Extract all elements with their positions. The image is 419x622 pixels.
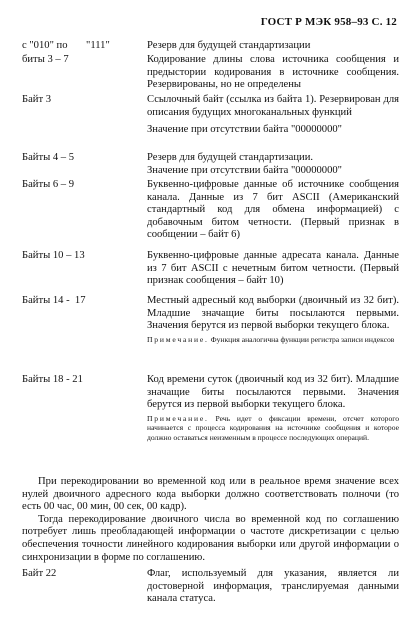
row-text: Резерв для будущей стандартизации. [147,152,314,163]
row-text: Ссылочный байт (ссылка из байта 1). Резервирован для описания будущих многоканальных функций [147,94,399,118]
note-label: Примечание. [147,413,209,423]
row-label: Байты 4 – 5 [22,152,75,163]
row-description [147,152,399,177]
row-label: Байт 3 [22,94,52,105]
row-description [147,374,399,442]
row-description [147,94,399,137]
row-text: Значение при отсутствии байта "00000000" [147,124,343,136]
row-text: Значение при отсутствии байта "00000000" [147,164,343,176]
row-label: биты 3 – 7 [22,54,69,65]
row-text: Флаг, используемый для указания, является ли достоверной информация, транслируемая данными канала статуса. [147,568,399,605]
row-text: Буквенно-цифровые данные об источнике сообщения канала. Данные из 7 бит ASCII (Американский стандартный код для обмена информацией) с добавочным битом четности. (Первый признак в сообщении – байт 6) [147,179,399,241]
body-text [22,476,399,564]
row-description [147,54,399,92]
row-label: Байты 18 - 21 [22,374,83,385]
row-description [147,179,399,242]
note [147,414,399,442]
note-text: Речь идет о фиксации времени, отсчет которого начинается с процесса кодирования на источнике сообщения и которое должно оставаться неизменным в процессе последующих операций. [147,413,399,442]
paragraph: Тогда перекодирование двоичного числа во временной код по соглашению потребует лишь преобладающей информации о частоте дискретизации с целью обеспечения точности линейного кодирования выборки или другой информации о синхронизации в форме по соглашению. [22,513,399,563]
row-label: Байты 10 – 13 [22,250,85,261]
row-text: Резерв для будущей стандартизации [147,40,311,51]
row-text: Кодирование длины слова источника сообщения и предыстории кодирования в источнике сообщения. Резервированы, но не определены [147,54,399,91]
row-description [147,250,399,288]
note [147,335,399,344]
page-header: ГОСТ Р МЭК 958–93 С. 12 [260,16,397,28]
row-description [147,40,399,53]
note-text: Функция аналогична функции регистра записи индексов [210,334,395,344]
row-description [147,295,399,344]
row-text: Код времени суток (двоичный код из 32 бит). Младшие значащие биты посылаются первыми. Значения берутся из первой выборки текущего блока. [147,374,399,411]
row-label: Байт 22 [22,568,57,579]
row-description [147,568,399,606]
paragraph: При перекодировании во временной код или в реальное время значение всех нулей двоичного адресного кода выборки должно соответствовать полночи (то есть 00 час, 00 мин, 00 сек, 00 кадр). [22,476,399,513]
row-label: Байты 6 – 9 [22,179,75,190]
row-label: Байты 14 - 17 [22,295,86,306]
row-label: с "010" по "111" [22,40,110,51]
note-label: Примечание. [147,334,209,344]
row-text: Буквенно-цифровые данные адресата канала. Данные из 7 бит ASCII с нечетным битом четности. (Первый признак сообщения – байт 10) [147,250,399,287]
row-text: Местный адресный код выборки (двоичный из 32 бит). Младшие значащие биты посылаются первыми. Значения берутся из первой выборки текущего блока. [147,295,399,332]
